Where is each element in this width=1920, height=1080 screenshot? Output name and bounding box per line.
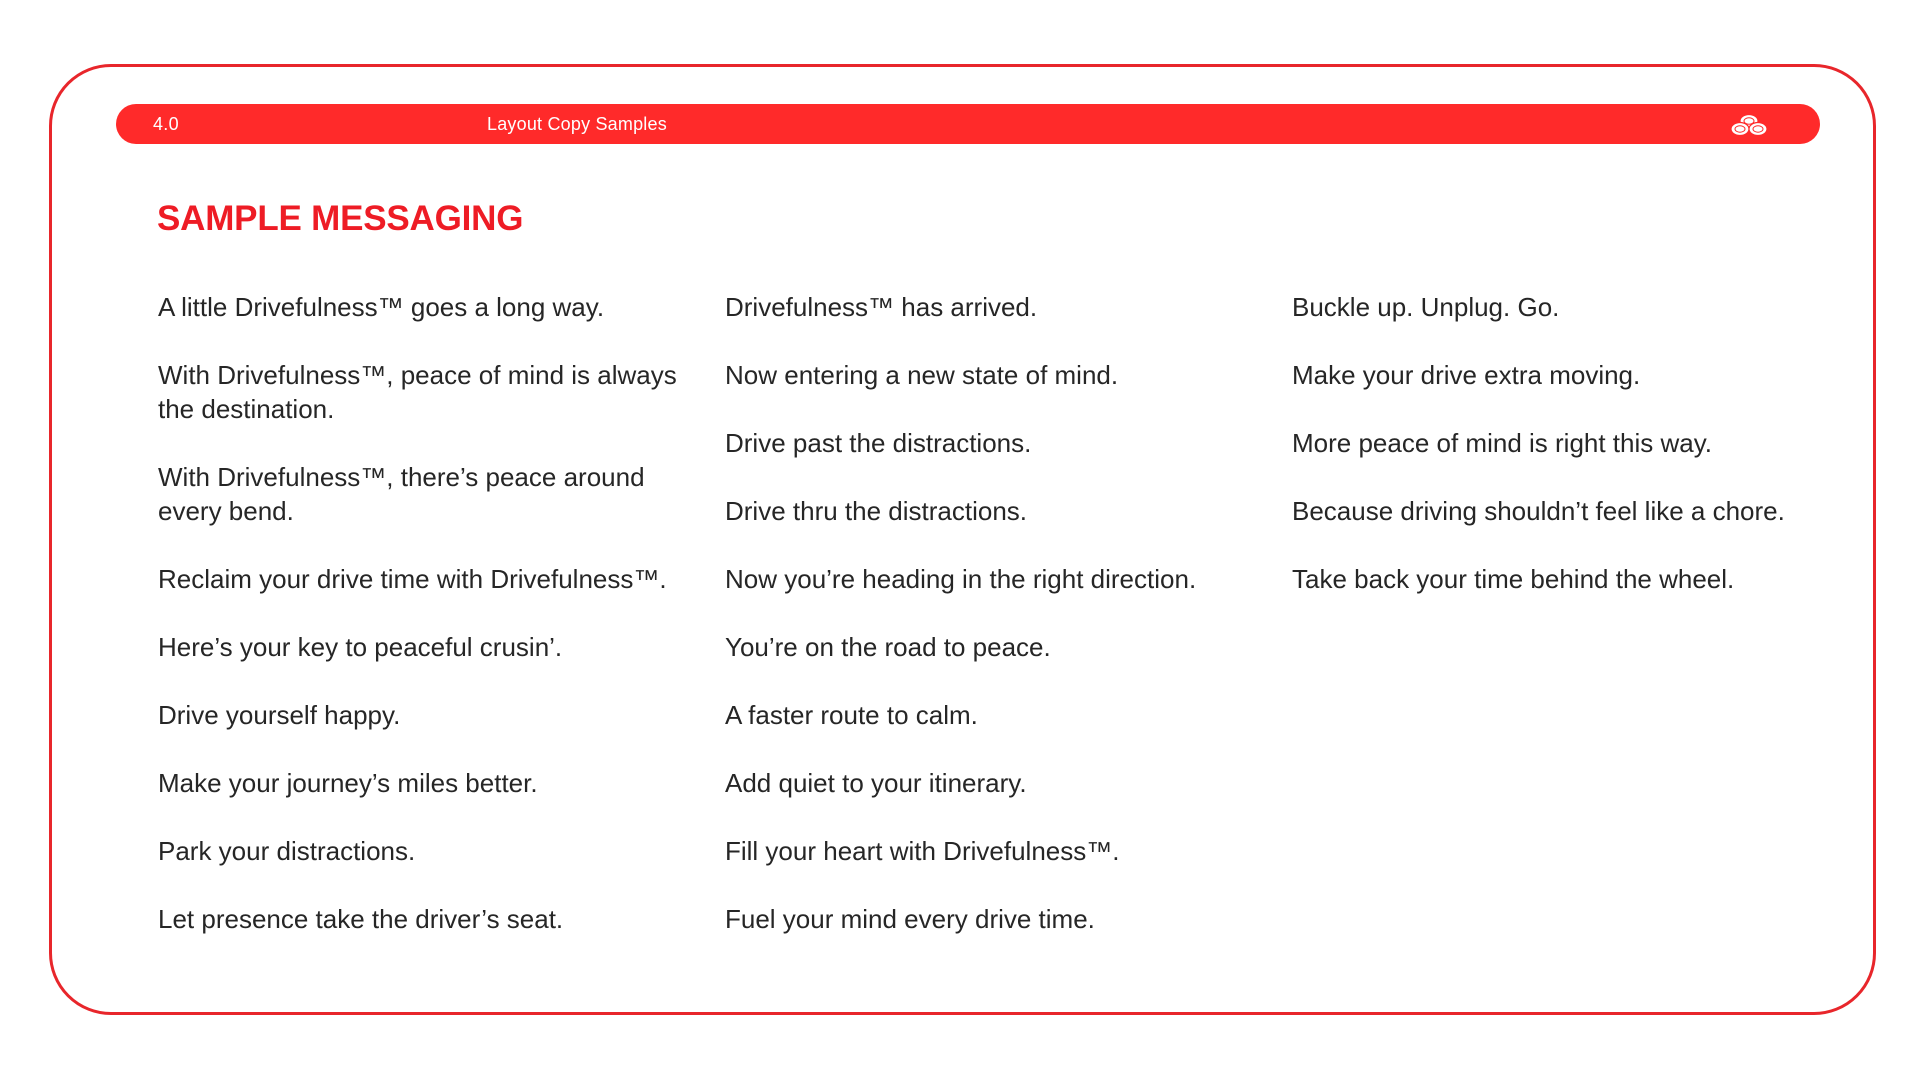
message-item: Drivefulness™ has arrived. [725, 292, 1038, 322]
message-column-1 [158, 290, 678, 970]
message-item: Fuel your mind every drive time. [725, 904, 1095, 934]
message-item: Drive thru the distractions. [725, 496, 1028, 526]
message-item: Now you’re heading in the right direction. [725, 564, 1197, 594]
message-item: Park your distractions. [158, 836, 416, 866]
message-column-2 [725, 290, 1245, 970]
message-item: Fill your heart with Drivefulness™. [725, 836, 1120, 866]
message-item: You’re on the road to peace. [725, 632, 1051, 662]
header-bar [116, 104, 1820, 144]
message-item: Here’s your key to peaceful crusin’. [158, 632, 563, 662]
message-item: Let presence take the driver’s seat. [158, 904, 564, 934]
message-item: A little Drivefulness™ goes a long way. [158, 292, 605, 322]
message-column-3 [1292, 290, 1832, 630]
section-number: 4.0 [153, 114, 179, 134]
message-item: Add quiet to your itinerary. [725, 768, 1027, 798]
message-item: With Drivefulness™, peace of mind is always the destination. [158, 360, 677, 424]
message-item: More peace of mind is right this way. [1292, 428, 1713, 458]
message-item: Drive yourself happy. [158, 700, 401, 730]
page-title: SAMPLE MESSAGING [157, 199, 524, 238]
message-item: Make your drive extra moving. [1292, 360, 1641, 390]
message-item: A faster route to calm. [725, 700, 978, 730]
message-item: Drive past the distractions. [725, 428, 1032, 458]
message-item: With Drivefulness™, there’s peace around every bend. [158, 462, 645, 526]
message-item: Buckle up. Unplug. Go. [1292, 292, 1560, 322]
message-item: Now entering a new state of mind. [725, 360, 1119, 390]
message-item: Take back your time behind the wheel. [1292, 564, 1735, 594]
message-item: Because driving shouldn’t feel like a chore. [1292, 496, 1785, 526]
message-item: Make your journey’s miles better. [158, 768, 538, 798]
message-item: Reclaim your drive time with Drivefulness™. [158, 564, 667, 594]
section-title: Layout Copy Samples [487, 114, 667, 134]
three-ovals-logo-icon [1730, 113, 1768, 137]
